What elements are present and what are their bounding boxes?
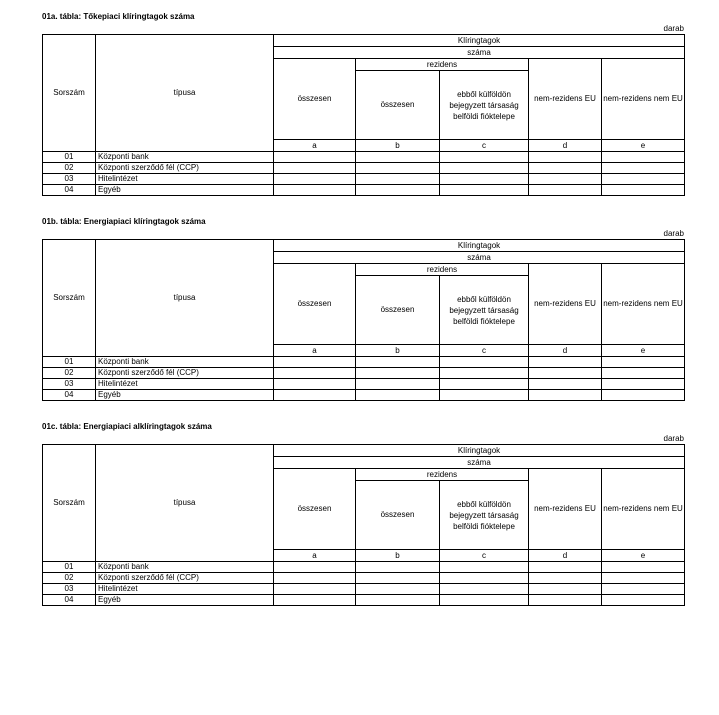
header-kliringtagok: Klíringtagok — [274, 35, 685, 47]
cell-e — [602, 390, 685, 401]
row-label: Egyéb — [96, 390, 274, 401]
cell-b — [356, 390, 440, 401]
cell-d — [529, 573, 602, 584]
table-title: 01c. tábla: Energiapiaci alklíringtagok száma — [42, 422, 212, 431]
col-letter-e: e — [602, 140, 685, 152]
cell-a — [274, 573, 356, 584]
table-01b — [42, 239, 685, 401]
cell-a — [274, 357, 356, 368]
row-label: Központi bank — [96, 152, 274, 163]
header-nonres-eu: nem-rezidens EU — [529, 264, 602, 345]
cell-a — [274, 584, 356, 595]
cell-c — [440, 584, 529, 595]
col-letter-e: e — [602, 550, 685, 562]
col-letter-c: c — [440, 140, 529, 152]
table-row — [43, 357, 685, 368]
col-letter-a: a — [274, 140, 356, 152]
cell-b — [356, 562, 440, 573]
col-letter-e: e — [602, 345, 685, 357]
header-kliringtagok: Klíringtagok — [274, 240, 685, 252]
cell-a — [274, 152, 356, 163]
table-row — [43, 584, 685, 595]
header-ebbol: ebből külföldön bejegyzett társaság belföldi fióktelepe — [440, 276, 529, 345]
table-row — [43, 152, 685, 163]
cell-e — [602, 595, 685, 606]
cell-d — [529, 562, 602, 573]
col-letter-b: b — [356, 345, 440, 357]
header-rezidens: rezidens — [356, 59, 529, 71]
row-label: Hitelintézet — [96, 174, 274, 185]
row-label: Egyéb — [96, 595, 274, 606]
cell-d — [529, 368, 602, 379]
table-01a — [42, 34, 685, 196]
header-osszesen-rezidens: összesen — [356, 481, 440, 550]
col-letter-a: a — [274, 345, 356, 357]
row-label: Központi szerződő fél (CCP) — [96, 573, 274, 584]
cell-b — [356, 152, 440, 163]
row-label: Központi szerződő fél (CCP) — [96, 163, 274, 174]
header-osszesen-total: összesen — [274, 469, 356, 550]
cell-b — [356, 368, 440, 379]
row-code: 04 — [43, 595, 96, 606]
header-rezidens: rezidens — [356, 469, 529, 481]
cell-c — [440, 595, 529, 606]
cell-b — [356, 595, 440, 606]
table-row — [43, 379, 685, 390]
row-code: 01 — [43, 357, 96, 368]
cell-b — [356, 163, 440, 174]
header-nonres-eu: nem-rezidens EU — [529, 59, 602, 140]
header-osszesen-rezidens: összesen — [356, 71, 440, 140]
header-szama: száma — [274, 252, 685, 264]
cell-d — [529, 163, 602, 174]
cell-e — [602, 357, 685, 368]
header-osszesen-total: összesen — [274, 59, 356, 140]
col-letter-c: c — [440, 550, 529, 562]
cell-d — [529, 584, 602, 595]
cell-a — [274, 562, 356, 573]
cell-e — [602, 573, 685, 584]
cell-d — [529, 595, 602, 606]
row-code: 01 — [43, 562, 96, 573]
col-letter-a: a — [274, 550, 356, 562]
row-code: 02 — [43, 368, 96, 379]
row-code: 01 — [43, 152, 96, 163]
table-title: 01a. tábla: Tőkepiaci klíringtagok száma — [42, 12, 195, 21]
unit-label: darab — [663, 229, 684, 238]
header-osszesen-total: összesen — [274, 264, 356, 345]
cell-c — [440, 163, 529, 174]
header-nonres-noneu: nem-rezidens nem EU — [602, 469, 685, 550]
cell-b — [356, 584, 440, 595]
cell-c — [440, 379, 529, 390]
row-code: 04 — [43, 390, 96, 401]
cell-b — [356, 357, 440, 368]
cell-c — [440, 357, 529, 368]
col-letter-b: b — [356, 140, 440, 152]
table-title: 01b. tábla: Energiapiaci klíringtagok száma — [42, 217, 206, 226]
cell-e — [602, 379, 685, 390]
table-row — [43, 390, 685, 401]
table-row — [43, 595, 685, 606]
cell-c — [440, 562, 529, 573]
cell-d — [529, 174, 602, 185]
cell-a — [274, 163, 356, 174]
cell-d — [529, 357, 602, 368]
table-01c — [42, 444, 685, 606]
row-code: 04 — [43, 185, 96, 196]
cell-a — [274, 390, 356, 401]
cell-b — [356, 573, 440, 584]
header-szama: száma — [274, 457, 685, 469]
header-kliringtagok: Klíringtagok — [274, 445, 685, 457]
row-code: 03 — [43, 174, 96, 185]
header-nonres-noneu: nem-rezidens nem EU — [602, 264, 685, 345]
header-nonres-noneu: nem-rezidens nem EU — [602, 59, 685, 140]
header-ebbol: ebből külföldön bejegyzett társaság belföldi fióktelepe — [440, 71, 529, 140]
cell-c — [440, 573, 529, 584]
col-letter-c: c — [440, 345, 529, 357]
table-row — [43, 174, 685, 185]
cell-e — [602, 174, 685, 185]
header-sorszam: Sorszám — [43, 240, 96, 357]
header-sorszam: Sorszám — [43, 35, 96, 152]
cell-c — [440, 174, 529, 185]
cell-a — [274, 595, 356, 606]
row-label: Hitelintézet — [96, 584, 274, 595]
table-row — [43, 368, 685, 379]
cell-e — [602, 368, 685, 379]
cell-e — [602, 185, 685, 196]
cell-d — [529, 390, 602, 401]
cell-d — [529, 152, 602, 163]
header-szama: száma — [274, 47, 685, 59]
cell-c — [440, 185, 529, 196]
unit-label: darab — [663, 434, 684, 443]
unit-label: darab — [663, 24, 684, 33]
table-row — [43, 573, 685, 584]
row-code: 03 — [43, 584, 96, 595]
cell-c — [440, 152, 529, 163]
cell-c — [440, 390, 529, 401]
header-tipusa: típusa — [96, 240, 274, 357]
cell-a — [274, 368, 356, 379]
cell-d — [529, 185, 602, 196]
cell-c — [440, 368, 529, 379]
header-tipusa: típusa — [96, 445, 274, 562]
cell-b — [356, 379, 440, 390]
cell-b — [356, 185, 440, 196]
row-code: 03 — [43, 379, 96, 390]
row-code: 02 — [43, 573, 96, 584]
row-label: Egyéb — [96, 185, 274, 196]
col-letter-d: d — [529, 550, 602, 562]
header-osszesen-rezidens: összesen — [356, 276, 440, 345]
row-code: 02 — [43, 163, 96, 174]
header-sorszam: Sorszám — [43, 445, 96, 562]
cell-a — [274, 185, 356, 196]
cell-a — [274, 379, 356, 390]
header-tipusa: típusa — [96, 35, 274, 152]
row-label: Központi szerződő fél (CCP) — [96, 368, 274, 379]
cell-e — [602, 163, 685, 174]
header-rezidens: rezidens — [356, 264, 529, 276]
col-letter-d: d — [529, 140, 602, 152]
header-ebbol: ebből külföldön bejegyzett társaság belföldi fióktelepe — [440, 481, 529, 550]
cell-e — [602, 152, 685, 163]
row-label: Hitelintézet — [96, 379, 274, 390]
cell-b — [356, 174, 440, 185]
cell-e — [602, 584, 685, 595]
row-label: Központi bank — [96, 357, 274, 368]
col-letter-b: b — [356, 550, 440, 562]
row-label: Központi bank — [96, 562, 274, 573]
table-row — [43, 562, 685, 573]
cell-e — [602, 562, 685, 573]
table-row — [43, 185, 685, 196]
table-row — [43, 163, 685, 174]
cell-a — [274, 174, 356, 185]
header-nonres-eu: nem-rezidens EU — [529, 469, 602, 550]
cell-d — [529, 379, 602, 390]
col-letter-d: d — [529, 345, 602, 357]
